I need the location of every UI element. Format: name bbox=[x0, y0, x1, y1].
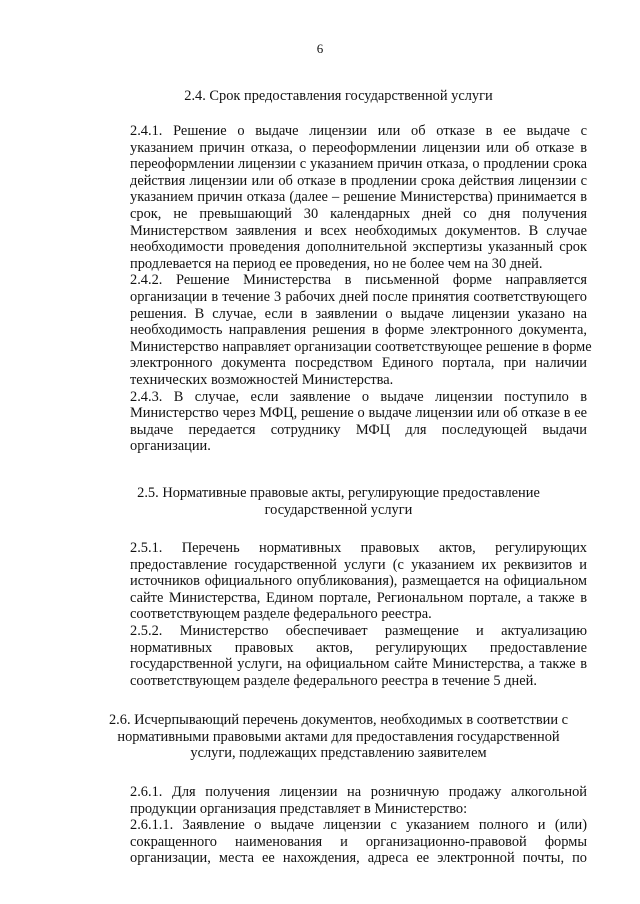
text-line: выдаче передается сотруднику МФЦ для последующей выдачи bbox=[130, 421, 587, 438]
section-heading-2-4 bbox=[90, 88, 587, 105]
text-line: 2.5.1. Перечень нормативных правовых актов, регулирующих bbox=[130, 540, 587, 556]
section-heading-line: 2.4. Срок предоставления государственной услуги bbox=[184, 88, 493, 104]
paragraph-2-4-1 bbox=[90, 123, 587, 272]
text-line: необходимости проведения дополнительной экспертизы указанный срок bbox=[130, 239, 587, 256]
paragraph-2-5-2 bbox=[90, 623, 587, 689]
paragraph-2-4-2 bbox=[90, 272, 592, 388]
text-line: Министерство через МФЦ, решение о выдаче лицензии или об отказе в ее bbox=[130, 405, 587, 422]
text-line: продлевается на период ее проведения, но не более чем на 30 дней. bbox=[130, 255, 543, 272]
text-line: продукции организация представляет в Министерство: bbox=[130, 800, 468, 817]
text-line: 2.4.1. Решение о выдаче лицензии или об отказе в ее выдаче с bbox=[130, 123, 587, 139]
text-line: указанием причин отказа (далее – решение Министерства) принимается в bbox=[130, 189, 587, 206]
section-heading-line: услуги, подлежащих представлению заявителем bbox=[190, 745, 487, 762]
paragraph-2-6-1-1 bbox=[90, 817, 587, 867]
text-line: необходимость направления решения в форме электронного документа, bbox=[130, 322, 587, 339]
section-heading-line: 2.5. Нормативные правовые акты, регулирующие предоставление bbox=[137, 485, 540, 501]
paragraph-2-5-1 bbox=[90, 540, 587, 623]
section-heading-line: 2.6. Исчерпывающий перечень документов, необходимых в соответствии с bbox=[108, 712, 569, 728]
text-line: технических возможностей Министерства. bbox=[130, 371, 394, 388]
text-line: действия лицензии или об отказе в продлении срока действия лицензии с bbox=[130, 172, 587, 189]
section-heading-line: нормативными правовыми актами для предоставления государственной bbox=[117, 728, 560, 745]
text-line: переоформлении лицензии с указанием причин отказа, о продлении срока bbox=[130, 156, 587, 173]
section-body-2-5 bbox=[90, 540, 587, 689]
text-line: предоставление государственной услуги (с указанием их реквизитов и bbox=[130, 556, 587, 573]
text-line: соответствующем разделе федерального реестра. bbox=[130, 606, 432, 623]
text-line: электронного документа посредством Единого портала, при наличии bbox=[130, 355, 587, 372]
text-line: 2.4.3. В случае, если заявление о выдаче лицензии поступило в bbox=[130, 388, 587, 405]
text-line: организации. bbox=[130, 438, 211, 455]
text-line: срок, не превышающий 30 календарных дней со дня получения bbox=[130, 205, 587, 222]
text-line: 2.4.2. Решение Министерства в письменной форме направляется bbox=[130, 272, 587, 289]
text-line: 2.6.1. Для получения лицензии на розничную продажу алкогольной bbox=[130, 784, 587, 800]
text-line: государственной услуги, на официальном сайте Министерства, а также в bbox=[130, 656, 587, 673]
text-line: соответствующем разделе федерального реестра в течение 5 дней. bbox=[130, 672, 537, 689]
text-line: организации в течение 3 рабочих дней после принятия соответствующего bbox=[130, 288, 587, 305]
text-line: сокращенного наименования и организационно-правовой формы bbox=[130, 833, 587, 850]
text-line: Министерство направляет организации соответствующее решение в форме bbox=[130, 338, 592, 355]
paragraph-2-6-1 bbox=[90, 784, 587, 817]
page-number: 6 bbox=[316, 41, 324, 56]
text-line: нормативных правовых актов, регулирующих предоставление bbox=[130, 639, 587, 656]
text-line: 2.6.1.1. Заявление о выдаче лицензии с указанием полного и (или) bbox=[130, 817, 587, 834]
text-line: решения. В случае, если в заявлении о выдаче лицензии указано на bbox=[130, 305, 587, 322]
paragraph-2-4-3 bbox=[90, 389, 587, 455]
section-body-2-4 bbox=[90, 123, 592, 455]
text-line: источников официального опубликования), размещается на официальном bbox=[130, 573, 587, 590]
section-heading-2-6 bbox=[90, 712, 587, 762]
section-heading-2-5 bbox=[90, 485, 587, 518]
text-line: организации, места ее нахождения, адреса ее электронной почты, по bbox=[130, 850, 587, 867]
text-line: указанием причин отказа, о переоформлении лицензии или об отказе в bbox=[130, 139, 587, 156]
section-heading-line: государственной услуги bbox=[264, 501, 413, 518]
section-body-2-6 bbox=[90, 784, 587, 867]
text-line: 2.5.2. Министерство обеспечивает размещение и актуализацию bbox=[130, 622, 587, 639]
text-line: Министерством заявления и всех необходимых документов. В случае bbox=[130, 222, 587, 239]
text-line: сайте Министерства, Едином портале, Региональном портале, а также в bbox=[130, 589, 587, 606]
